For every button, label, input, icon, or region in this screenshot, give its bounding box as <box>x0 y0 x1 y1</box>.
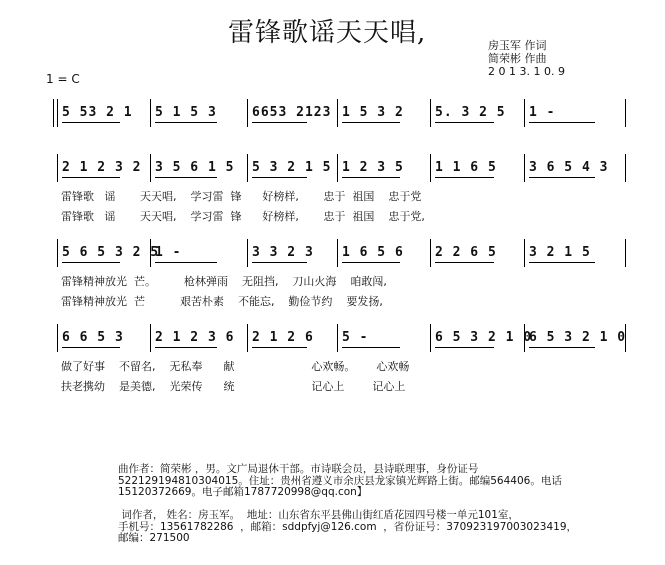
bar-line <box>625 239 626 267</box>
beam-underline <box>435 347 494 348</box>
beam-underline <box>342 262 400 263</box>
measure: 3 5 6 1 5 <box>155 160 235 175</box>
bar-line <box>247 239 248 267</box>
beam-underline <box>529 262 595 263</box>
beam-underline <box>342 347 400 348</box>
measure: 6 6 5 3 <box>62 330 124 345</box>
bar-line <box>57 154 58 182</box>
lyric-line: 雷锋精神放光 芒 艰苦朴素 不能忘, 勤俭节约 要发扬, <box>61 295 383 308</box>
measure: 2 1 2 6 <box>252 330 314 345</box>
beam-underline <box>529 347 595 348</box>
key-signature: 1 = C <box>46 72 80 86</box>
measure: 1 2 3 5 <box>342 160 404 175</box>
measure: 1 6 5 6 <box>342 245 404 260</box>
beam-underline <box>529 122 595 123</box>
author-info-footer: 曲作者：简荣彬 ，男。文广局退休干部。市诗联会员，县诗联理事，身份证号 522129194810304015。住址：贵州省遵义市余庆县龙家镇光辉路上街。邮编564406。电话 15120372669。电子邮箱1787720998@qq.con】 词作者， 姓名：房玉军。 地址：山东省东平县佛山街红盾花园四号楼一单元101室， 手机号：13561782286 ，邮箱：sddpfyj@126.com ，省份证号：370923197003023419， 邮编：271500 <box>118 463 577 544</box>
measure: 5 6 5 3 2 5 <box>62 245 160 260</box>
measure: 2 1 2 3 6 <box>155 330 235 345</box>
bar-line <box>150 324 151 352</box>
beam-underline <box>252 177 307 178</box>
bar-line <box>150 99 151 127</box>
beam-underline <box>62 177 120 178</box>
beam-underline <box>155 122 217 123</box>
bar-line <box>247 154 248 182</box>
beam-underline <box>62 347 120 348</box>
bar-line <box>247 324 248 352</box>
lyric-line: 雷锋精神放光 芒。 枪林弹雨 无阻挡, 刀山火海 咱敢闯, <box>61 275 387 288</box>
beam-underline <box>252 262 307 263</box>
lyric-line: 雷锋歌 谣 天天唱, 学习雷 锋 好榜样, 忠于 祖国 忠于党 <box>61 190 422 203</box>
beam-underline <box>435 122 494 123</box>
bar-line <box>430 239 431 267</box>
bar-line <box>337 99 338 127</box>
beam-underline <box>155 347 217 348</box>
measure: 5 - <box>342 330 369 345</box>
measure: 5 3 2 1 5 <box>252 160 332 175</box>
bar-line <box>337 154 338 182</box>
bar-line <box>430 324 431 352</box>
bar-line <box>524 99 525 127</box>
song-title: 雷锋歌谣天天唱, <box>228 18 427 48</box>
bar-line <box>625 154 626 182</box>
beam-underline <box>435 262 494 263</box>
beam-underline <box>342 177 400 178</box>
bar-line <box>337 239 338 267</box>
bar-line <box>57 324 58 352</box>
bar-line <box>150 154 151 182</box>
measure: 2 2 6 5 <box>435 245 497 260</box>
measure: 3 2 1 5 <box>529 245 591 260</box>
bar-line <box>524 154 525 182</box>
measure: 5. 3 2 5 <box>435 105 506 120</box>
beam-underline <box>155 262 217 263</box>
beam-underline <box>62 122 120 123</box>
beam-underline <box>529 177 595 178</box>
beam-underline <box>155 177 217 178</box>
measure: 6653 2123 <box>252 105 332 120</box>
lyric-line: 做了好事 不留名, 无私奉 献 心欢畅。 心欢畅 <box>61 360 410 373</box>
bar-line <box>57 99 58 127</box>
lyric-line: 雷锋歌 谣 天天唱, 学习雷 锋 好榜样, 忠于 祖国 忠于党, <box>61 210 425 223</box>
bar-line <box>247 99 248 127</box>
measure: 1 - <box>529 105 556 120</box>
beam-underline <box>252 347 307 348</box>
date-credit: 2 0 1 3. 1 0. 9 <box>488 65 565 78</box>
bar-line <box>524 239 525 267</box>
bar-line <box>430 154 431 182</box>
measure: 5 53 2 1 <box>62 105 133 120</box>
composer-credit: 简荣彬 作曲 <box>488 52 547 65</box>
measure: 6 5 3 2 1 0 <box>529 330 627 345</box>
measure: 5 1 5 3 <box>155 105 217 120</box>
lyricist-credit: 房玉军 作词 <box>488 39 547 52</box>
bar-line <box>430 99 431 127</box>
beam-underline <box>435 177 494 178</box>
measure: 2 1 2 3 2 <box>62 160 142 175</box>
bar-line <box>53 99 54 127</box>
measure: 1 - <box>155 245 182 260</box>
measure: 1 5 3 2 <box>342 105 404 120</box>
bar-line <box>337 324 338 352</box>
lyric-line: 扶老携幼 是美德, 光荣传 统 记心上 记心上 <box>61 380 406 393</box>
bar-line <box>57 239 58 267</box>
beam-underline <box>342 122 400 123</box>
measure: 6 5 3 2 1 0 <box>435 330 533 345</box>
measure: 1 1 6 5 <box>435 160 497 175</box>
beam-underline <box>62 262 120 263</box>
measure: 3 3 2 3 <box>252 245 314 260</box>
measure: 3 6 5 4 3 <box>529 160 609 175</box>
beam-underline <box>252 122 307 123</box>
bar-line <box>625 99 626 127</box>
